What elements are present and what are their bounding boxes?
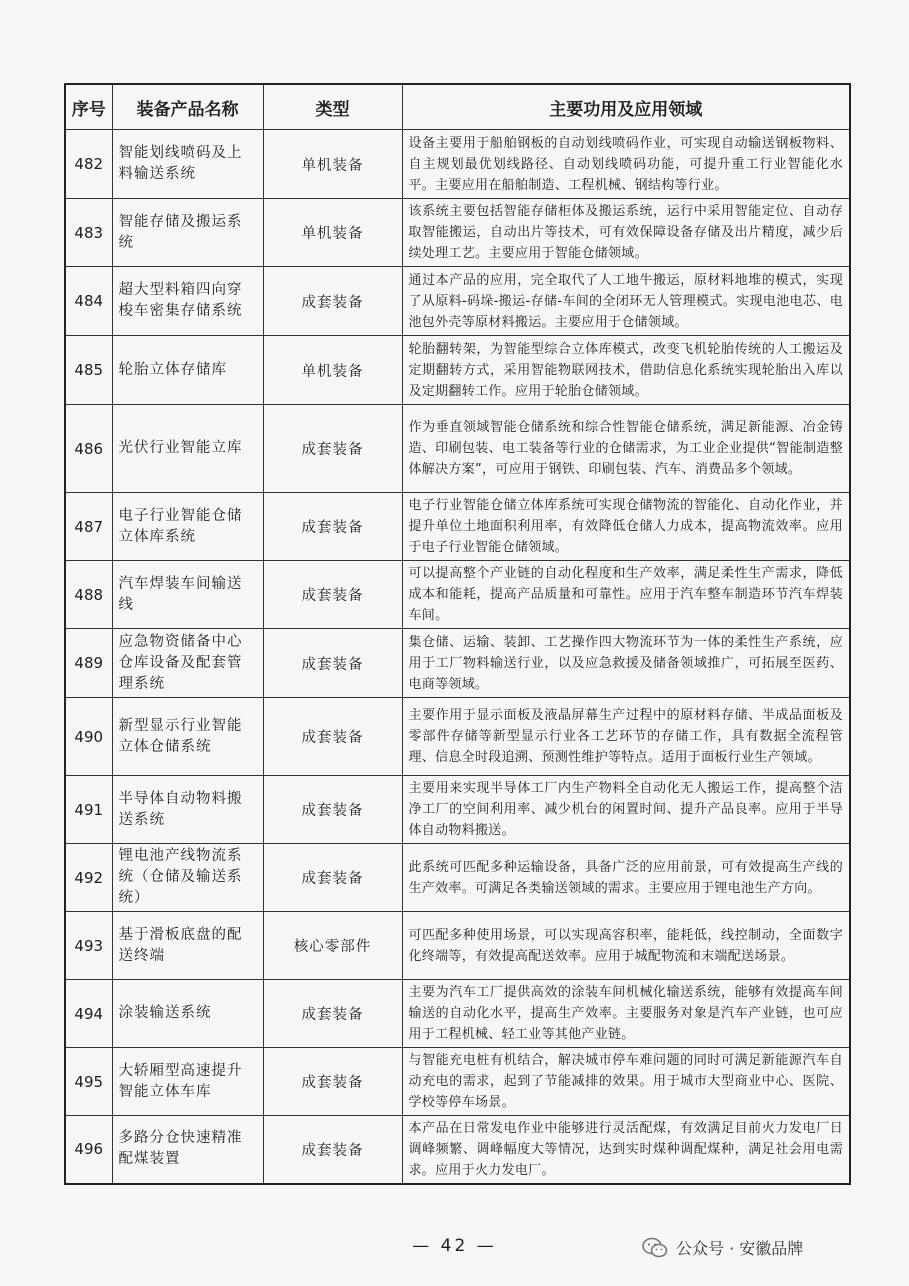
row-type: 成套装备 (263, 980, 402, 1048)
table-row (65, 629, 850, 698)
row-number: 487 (65, 493, 112, 561)
table-row (65, 776, 850, 844)
row-product-name: 大轿厢型高速提升智能立体车库 (112, 1048, 263, 1116)
row-description: 该系统主要包括智能存储柜体及搬运系统，运行中采用智能定位、自动存取智能搬运，自动出片等技术，可有效保障设备存储及出片精度，减少后续处理工艺。主要应用于智能仓储领域。 (402, 199, 850, 267)
row-description: 轮胎翻转架，为智能型综合立体库模式，改变飞机轮胎传统的人工搬运及定期翻转方式，采用智能物联网技术，借助信息化系统实现轮胎出入库以及定期翻转工作。应用于轮胎仓储领域。 (402, 336, 850, 405)
row-number: 486 (65, 405, 112, 493)
table-row (65, 267, 850, 336)
row-product-name: 智能存储及搬运系统 (112, 199, 263, 267)
table-row (65, 698, 850, 776)
row-number: 484 (65, 267, 112, 336)
row-description: 此系统可匹配多种运输设备，具备广泛的应用前景，可有效提高生产线的生产效率。可满足各类输送领域的需求。主要应用于锂电池生产方向。 (402, 844, 850, 912)
row-product-name: 多路分仓快速精准配煤装置 (112, 1116, 263, 1184)
row-number: 494 (65, 980, 112, 1048)
row-type: 核心零部件 (263, 912, 402, 980)
row-description: 集仓储、运输、装卸、工艺操作四大物流环节为一体的柔性生产系统，应用于工厂物料输送行业，以及应急救援及储备领域推广，可拓展至医药、电商等领域。 (402, 629, 850, 698)
row-product-name: 光伏行业智能立库 (112, 405, 263, 493)
row-description: 通过本产品的应用，完全取代了人工地牛搬运，原材料地堆的模式，实现了从原料-码垛-搬运-存储-车间的全闭环无人管理模式。实现电池电芯、电池包外壳等原材料搬运。主要应用于仓储领域。 (402, 267, 850, 336)
row-type: 成套装备 (263, 561, 402, 629)
table-row (65, 912, 850, 980)
row-type: 成套装备 (263, 776, 402, 844)
row-description: 主要用来实现半导体工厂内生产物料全自动化无人搬运工作，提高整个洁净工厂的空间利用率、减少机台的闲置时间、提升产品良率。应用于半导体自动物料搬送。 (402, 776, 850, 844)
row-number: 489 (65, 629, 112, 698)
row-product-name: 智能划线喷码及上料输送系统 (112, 130, 263, 199)
row-number: 496 (65, 1116, 112, 1184)
table-row (65, 1116, 850, 1184)
row-number: 483 (65, 199, 112, 267)
row-number: 488 (65, 561, 112, 629)
header-desc: 主要功用及应用领域 (402, 84, 850, 130)
table-header-row (65, 84, 850, 130)
row-description: 可匹配多种使用场景，可以实现高容积率，能耗低，线控制动，全面数字化终端等，有效提高配送效率。应用于城配物流和末端配送场景。 (402, 912, 850, 980)
wechat-icon (642, 1237, 668, 1259)
table-row (65, 561, 850, 629)
row-type: 单机装备 (263, 130, 402, 199)
table-row (65, 336, 850, 405)
header-name: 装备产品名称 (112, 84, 263, 130)
row-product-name: 轮胎立体存储库 (112, 336, 263, 405)
table-row (65, 405, 850, 493)
row-description: 主要作用于显示面板及液晶屏幕生产过程中的原材料存储、半成品面板及零部件存储等新型显示行业各工艺环节的存储工作，具有数据全流程管理、信息全时段追溯、预测性维护等特点。适用于面板行业生产领域。 (402, 698, 850, 776)
row-type: 单机装备 (263, 199, 402, 267)
row-number: 485 (65, 336, 112, 405)
table-row (65, 1048, 850, 1116)
row-type: 成套装备 (263, 629, 402, 698)
table-row (65, 130, 850, 199)
header-type: 类型 (263, 84, 402, 130)
row-product-name: 电子行业智能仓储立体库系统 (112, 493, 263, 561)
row-type: 成套装备 (263, 267, 402, 336)
row-product-name: 超大型料箱四向穿梭车密集存储系统 (112, 267, 263, 336)
row-product-name: 锂电池产线物流系统（仓储及输送系统） (112, 844, 263, 912)
row-product-name: 涂装输送系统 (112, 980, 263, 1048)
row-number: 493 (65, 912, 112, 980)
table-row (65, 493, 850, 561)
row-number: 492 (65, 844, 112, 912)
row-type: 成套装备 (263, 405, 402, 493)
row-product-name: 汽车焊装车间输送线 (112, 561, 263, 629)
header-no: 序号 (65, 84, 112, 130)
row-number: 490 (65, 698, 112, 776)
row-type: 成套装备 (263, 1116, 402, 1184)
row-description: 与智能充电桩有机结合，解决城市停车难问题的同时可满足新能源汽车自动充电的需求，起到了节能减排的效果。用于城市大型商业中心、医院、学校等停车场景。 (402, 1048, 850, 1116)
row-number: 482 (65, 130, 112, 199)
row-description: 主要为汽车工厂提供高效的涂装车间机械化输送系统，能够有效提高车间输送的自动化水平，提高生产效率。主要服务对象是汽车产业链，也可应用于工程机械、轻工业等其他产业链。 (402, 980, 850, 1048)
watermark-text: 公众号 · 安徽品牌 (676, 1239, 804, 1258)
row-type: 成套装备 (263, 1048, 402, 1116)
row-type: 成套装备 (263, 698, 402, 776)
row-type: 单机装备 (263, 336, 402, 405)
row-description: 设备主要用于船舶钢板的自动划线喷码作业，可实现自动输送钢板物料、自主规划最优划线路径、自动划线喷码功能，可提升重工行业智能化水平。主要应用在船舶制造、工程机械、钢结构等行业。 (402, 130, 850, 199)
row-type: 成套装备 (263, 493, 402, 561)
row-number: 491 (65, 776, 112, 844)
table-row (65, 844, 850, 912)
row-description: 作为垂直领域智能仓储系统和综合性智能仓储系统，满足新能源、冶金铸造、印刷包装、电工装备等行业的仓储需求，为工业企业提供“智能制造整体解决方案”，可应用于钢铁、印刷包装、汽车、消费品多个领域。 (402, 405, 850, 493)
page-number: — 42 — (412, 1236, 497, 1256)
table-row (65, 980, 850, 1048)
row-product-name: 新型显示行业智能立体仓储系统 (112, 698, 263, 776)
equipment-table (64, 83, 851, 1185)
row-description: 本产品在日常发电作业中能够进行灵活配煤，有效满足目前火力发电厂日调峰频繁、调峰幅度大等情况，达到实时煤种调配煤种，满足社会用电需求。应用于火力发电厂。 (402, 1116, 850, 1184)
row-description: 可以提高整个产业链的自动化程度和生产效率，满足柔性生产需求，降低成本和能耗，提高产品质量和可靠性。应用于汽车整车制造环节汽车焊装车间。 (402, 561, 850, 629)
row-product-name: 应急物资储备中心仓库设备及配套管理系统 (112, 629, 263, 698)
row-description: 电子行业智能仓储立体库系统可实现仓储物流的智能化、自动化作业，并提升单位土地面积利用率，有效降低仓储人力成本，提高物流效率。应用于电子行业智能仓储领域。 (402, 493, 850, 561)
row-product-name: 基于滑板底盘的配送终端 (112, 912, 263, 980)
table-row (65, 199, 850, 267)
row-type: 成套装备 (263, 844, 402, 912)
row-product-name: 半导体自动物料搬送系统 (112, 776, 263, 844)
watermark (642, 1236, 803, 1259)
row-number: 495 (65, 1048, 112, 1116)
table-body (65, 130, 850, 1184)
